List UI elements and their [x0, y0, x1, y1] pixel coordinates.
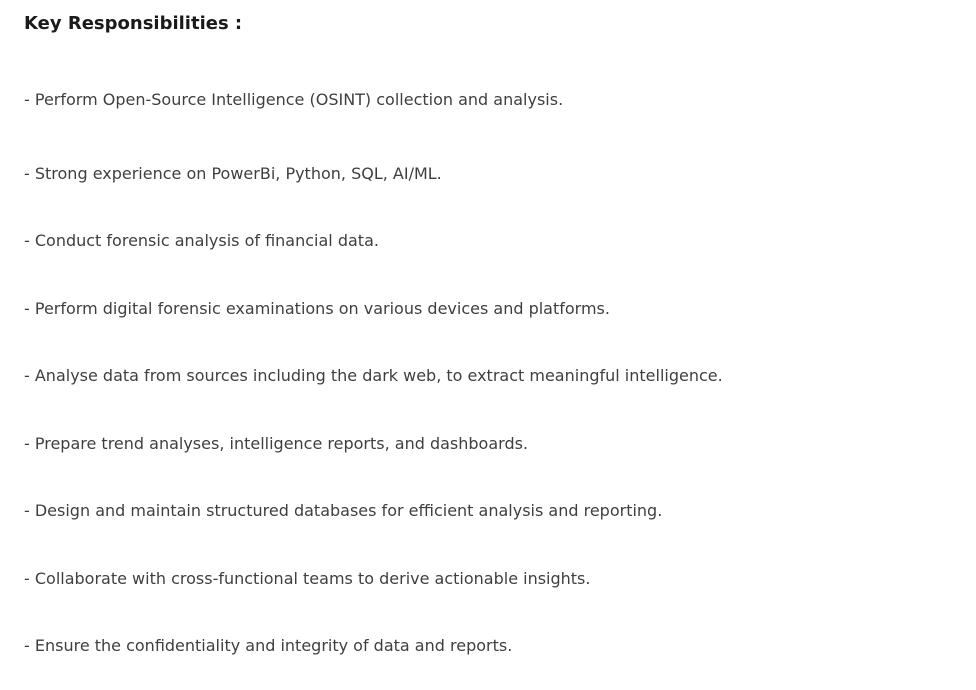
responsibility-item-dark-web-analysis: - Analyse data from sources including the dark web, to extract meaningful intelligence. [24, 366, 723, 385]
responsibility-item-collaboration: - Collaborate with cross-functional teams to derive actionable insights. [24, 569, 591, 588]
section-heading: Key Responsibilities : [24, 13, 243, 34]
responsibility-item-databases: - Design and maintain structured databases for efficient analysis and reporting. [24, 501, 663, 520]
responsibility-item-osint: - Perform Open-Source Intelligence (OSINT) collection and analysis. [24, 90, 564, 109]
responsibility-item-financial-forensics: - Conduct forensic analysis of financial data. [24, 231, 379, 250]
responsibility-item-confidentiality: - Ensure the confidentiality and integrity of data and reports. [24, 636, 513, 655]
responsibility-item-tools: - Strong experience on PowerBi, Python, SQL, AI/ML. [24, 164, 442, 183]
responsibility-item-digital-forensics: - Perform digital forensic examinations on various devices and platforms. [24, 299, 610, 318]
responsibility-item-reports: - Prepare trend analyses, intelligence reports, and dashboards. [24, 434, 529, 453]
